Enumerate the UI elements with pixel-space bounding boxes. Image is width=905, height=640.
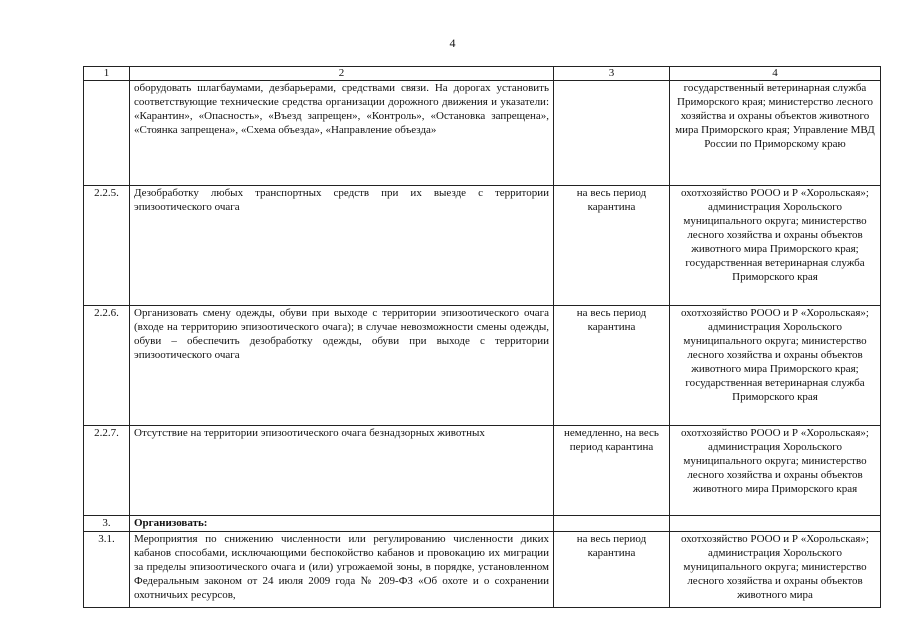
row-term xyxy=(554,81,670,186)
section-row xyxy=(84,516,881,532)
table-row xyxy=(84,81,881,186)
table-row xyxy=(84,306,881,426)
row-responsible: охотхозяйство РООО и Р «Хорольская»; администрация Хорольского муниципального округа; министерство лесного хозяйства и охраны объектов животного мира Приморского края; государственная ветеринарная служба Приморского края xyxy=(670,306,881,426)
row-responsible xyxy=(670,516,881,532)
row-action: Организовать смену одежды, обуви при выходе с территории эпизоотического очага (входе на территорию эпизоотического очага); в случае невозможности смены одежды, обуви – обеспечить дезобработку одежды, обуви при выходе с территории эпизоотического очага xyxy=(130,306,554,426)
header-cell: 3 xyxy=(554,67,670,81)
row-term: немедленно, на весь период карантина xyxy=(554,426,670,516)
row-number: 2.2.6. xyxy=(84,306,130,426)
row-action: Дезобработку любых транспортных средств при их выезде с территории эпизоотического очага xyxy=(130,186,554,306)
row-term xyxy=(554,516,670,532)
measures-table xyxy=(83,66,881,608)
row-action: оборудовать шлагбаумами, дезбарьерами, средствами связи. На дорогах установить соответствующие технические средства организации дорожного движения и указатели: «Карантин», «Опасность», «Въезд запрещен», «Контроль», «Остановка запрещена», «Стоянка запрещена», «Схема объезда», «Направление объезда» xyxy=(130,81,554,186)
row-number: 3.1. xyxy=(84,532,130,608)
row-term: на весь период карантина xyxy=(554,186,670,306)
table-header-row xyxy=(84,67,881,81)
row-number xyxy=(84,81,130,186)
row-responsible: охотхозяйство РООО и Р «Хорольская»; администрация Хорольского муниципального округа; министерство лесного хозяйства и охраны объектов животного мира xyxy=(670,532,881,608)
row-responsible: охотхозяйство РООО и Р «Хорольская»; администрация Хорольского муниципального округа; министерство лесного хозяйства и охраны объектов животного мира Приморского края xyxy=(670,426,881,516)
table-row xyxy=(84,426,881,516)
header-cell: 1 xyxy=(84,67,130,81)
row-action: Мероприятия по снижению численности или регулированию численности диких кабанов способами, исключающими беспокойство кабанов и провокацию их миграции за пределы эпизоотического очага и (или) угрожаемой зоны, в порядке, установленном Федеральным законом от 24 июля 2009 года № 209-ФЗ «Об охоте и о сохранении охотничьих ресурсов, xyxy=(130,532,554,608)
table-row xyxy=(84,186,881,306)
row-number: 2.2.5. xyxy=(84,186,130,306)
row-action: Отсутствие на территории эпизоотического очага безнадзорных животных xyxy=(130,426,554,516)
section-title: Организовать: xyxy=(130,516,554,532)
section-number: 3. xyxy=(84,516,130,532)
row-number: 2.2.7. xyxy=(84,426,130,516)
row-responsible: государственный ветеринарная служба Приморского края; министерство лесного хозяйства и охраны объектов животного мира Приморского края; Управление МВД России по Приморскому краю xyxy=(670,81,881,186)
table-row xyxy=(84,532,881,608)
page-number: 4 xyxy=(449,36,456,50)
row-term: на весь период карантина xyxy=(554,532,670,608)
header-cell: 2 xyxy=(130,67,554,81)
header-cell: 4 xyxy=(670,67,881,81)
row-term: на весь период карантина xyxy=(554,306,670,426)
row-responsible: охотхозяйство РООО и Р «Хорольская»; администрация Хорольского муниципального округа; министерство лесного хозяйства и охраны объектов животного мира Приморского края; государственная ветеринарная служба Приморского края xyxy=(670,186,881,306)
